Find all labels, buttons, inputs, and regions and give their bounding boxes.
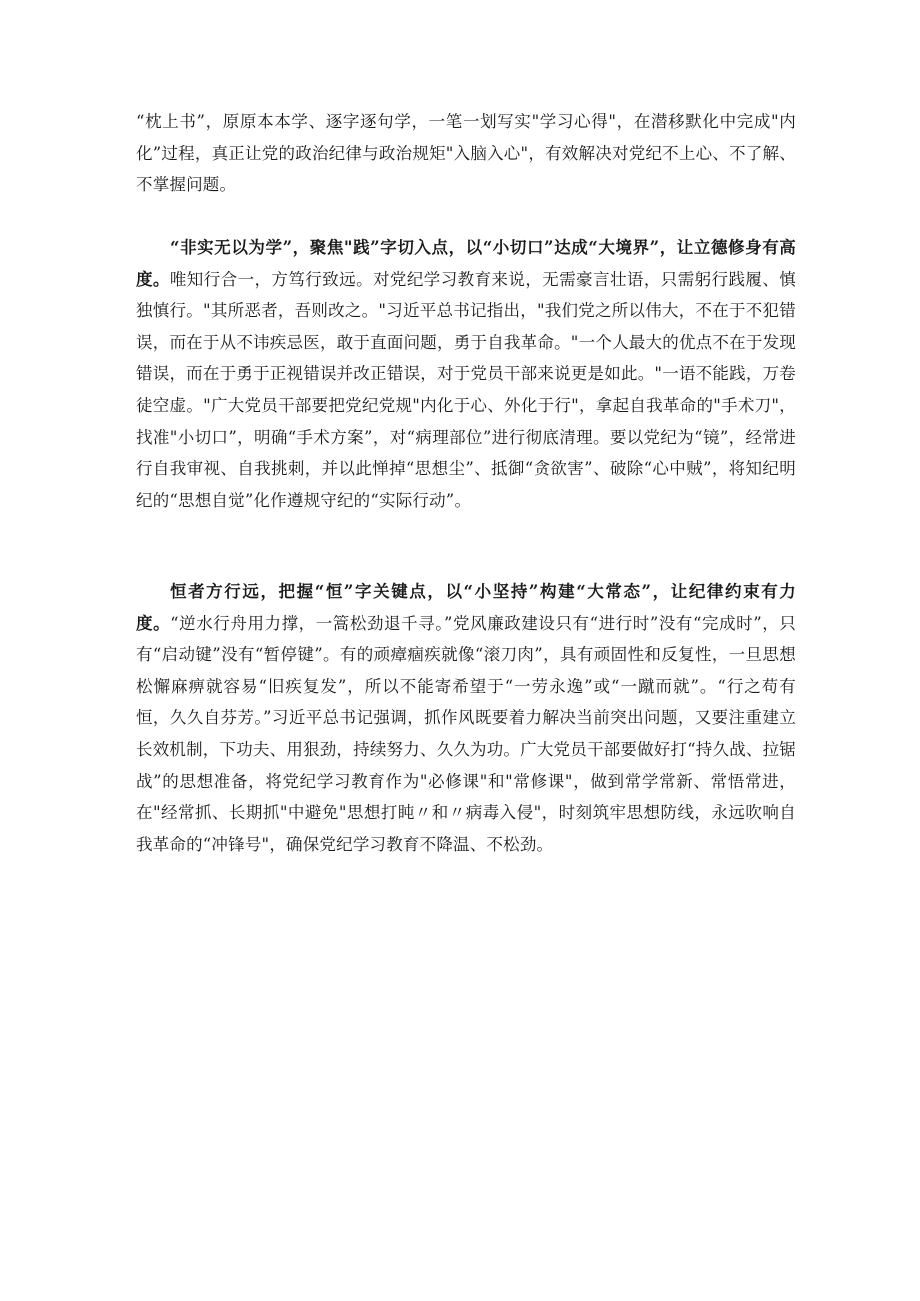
- paragraph-2-lead: “非实无以为学”，聚焦"践”字切入点，以“小切口”达成“大境界”，让立德修身有高度。: [136, 238, 796, 289]
- paragraph-persistence: [136, 576, 796, 860]
- paragraph-2-body: 唯知行合一，方笃行致远。对党纪学习教育来说，无需豪言壮语，只需躬行践履、慎独慎行。"其所恶者，吾则改之。"习近平总书记指出，"我们党之所以伟大，不在于不犯错误，而在于从不讳疾忌医，敢于直面问题，勇于自我革命。"一个人最大的优点不在于发现错误，而在于勇于正视错误并改正错误，对于党员干部来说更是如此。"一语不能践，万卷徒空虚。"广大党员干部要把党纪党规"内化于心、外化于行"，拿起自我革命的"手术刀"，找准"小切口”，明确“手术方案”，对“病理部位”进行彻底清理。要以党纪为“镜”，经常进行自我审视、自我挑刺，并以此惮掉“思想尘”、抵御“贪欲害”、破除“心中贼”，将知纪明纪的“思想自觉”化作遵规守纪的“实际行动”。: [136, 269, 796, 510]
- paragraph-1-body: “枕上书”，原原本本学、逐字逐句学，一笔一划写实"学习心得"，在潜移默化中完成"内化”过程，真正让党的政治纪律与政治规矩"入脑入心"，有效解决对党纪不上心、不了解、不掌握问题。: [136, 112, 796, 195]
- paragraph-3-body: “逆水行舟用力撑，一篙松劲退千寻。”党风廉政建设只有“进行时”没有“完成时”，只有“启动键”没有“暂停键”。有的顽瘴痼疾就像“滚刀肉”，具有顽固性和反复性，一旦思想松懈麻痹就容易“旧疾复发”，所以不能寄希望于“一劳永逸”或“一蹴而就”。“行之苟有恒，久久自芬芳。”习近平总书记强调，抓作风既要着力解决当前突出问题，又要注重建立长效机制，下功夫、用狠劲，持续努力、久久为功。广大党员干部要做好打“持久战、拉锯战”的思想准备，将党纪学习教育作为"必修课"和"常修课"，做到常学常新、常悟常进，在"经常抓、长期抓"中避免"思想打盹〃和〃病毒入侵"，时刻筑牢思想防线，永远吹响自我革命的“冲锋号"，确保党纪学习教育不降温、不松劲。: [136, 613, 796, 854]
- paragraph-continuation: [136, 106, 796, 201]
- paragraph-practice: [136, 232, 796, 516]
- paragraph-3-lead: 恒者方行远，把握“恒”字关键点，以“小坚持”构建“大常态”，让纪律约束有力度。: [136, 582, 796, 633]
